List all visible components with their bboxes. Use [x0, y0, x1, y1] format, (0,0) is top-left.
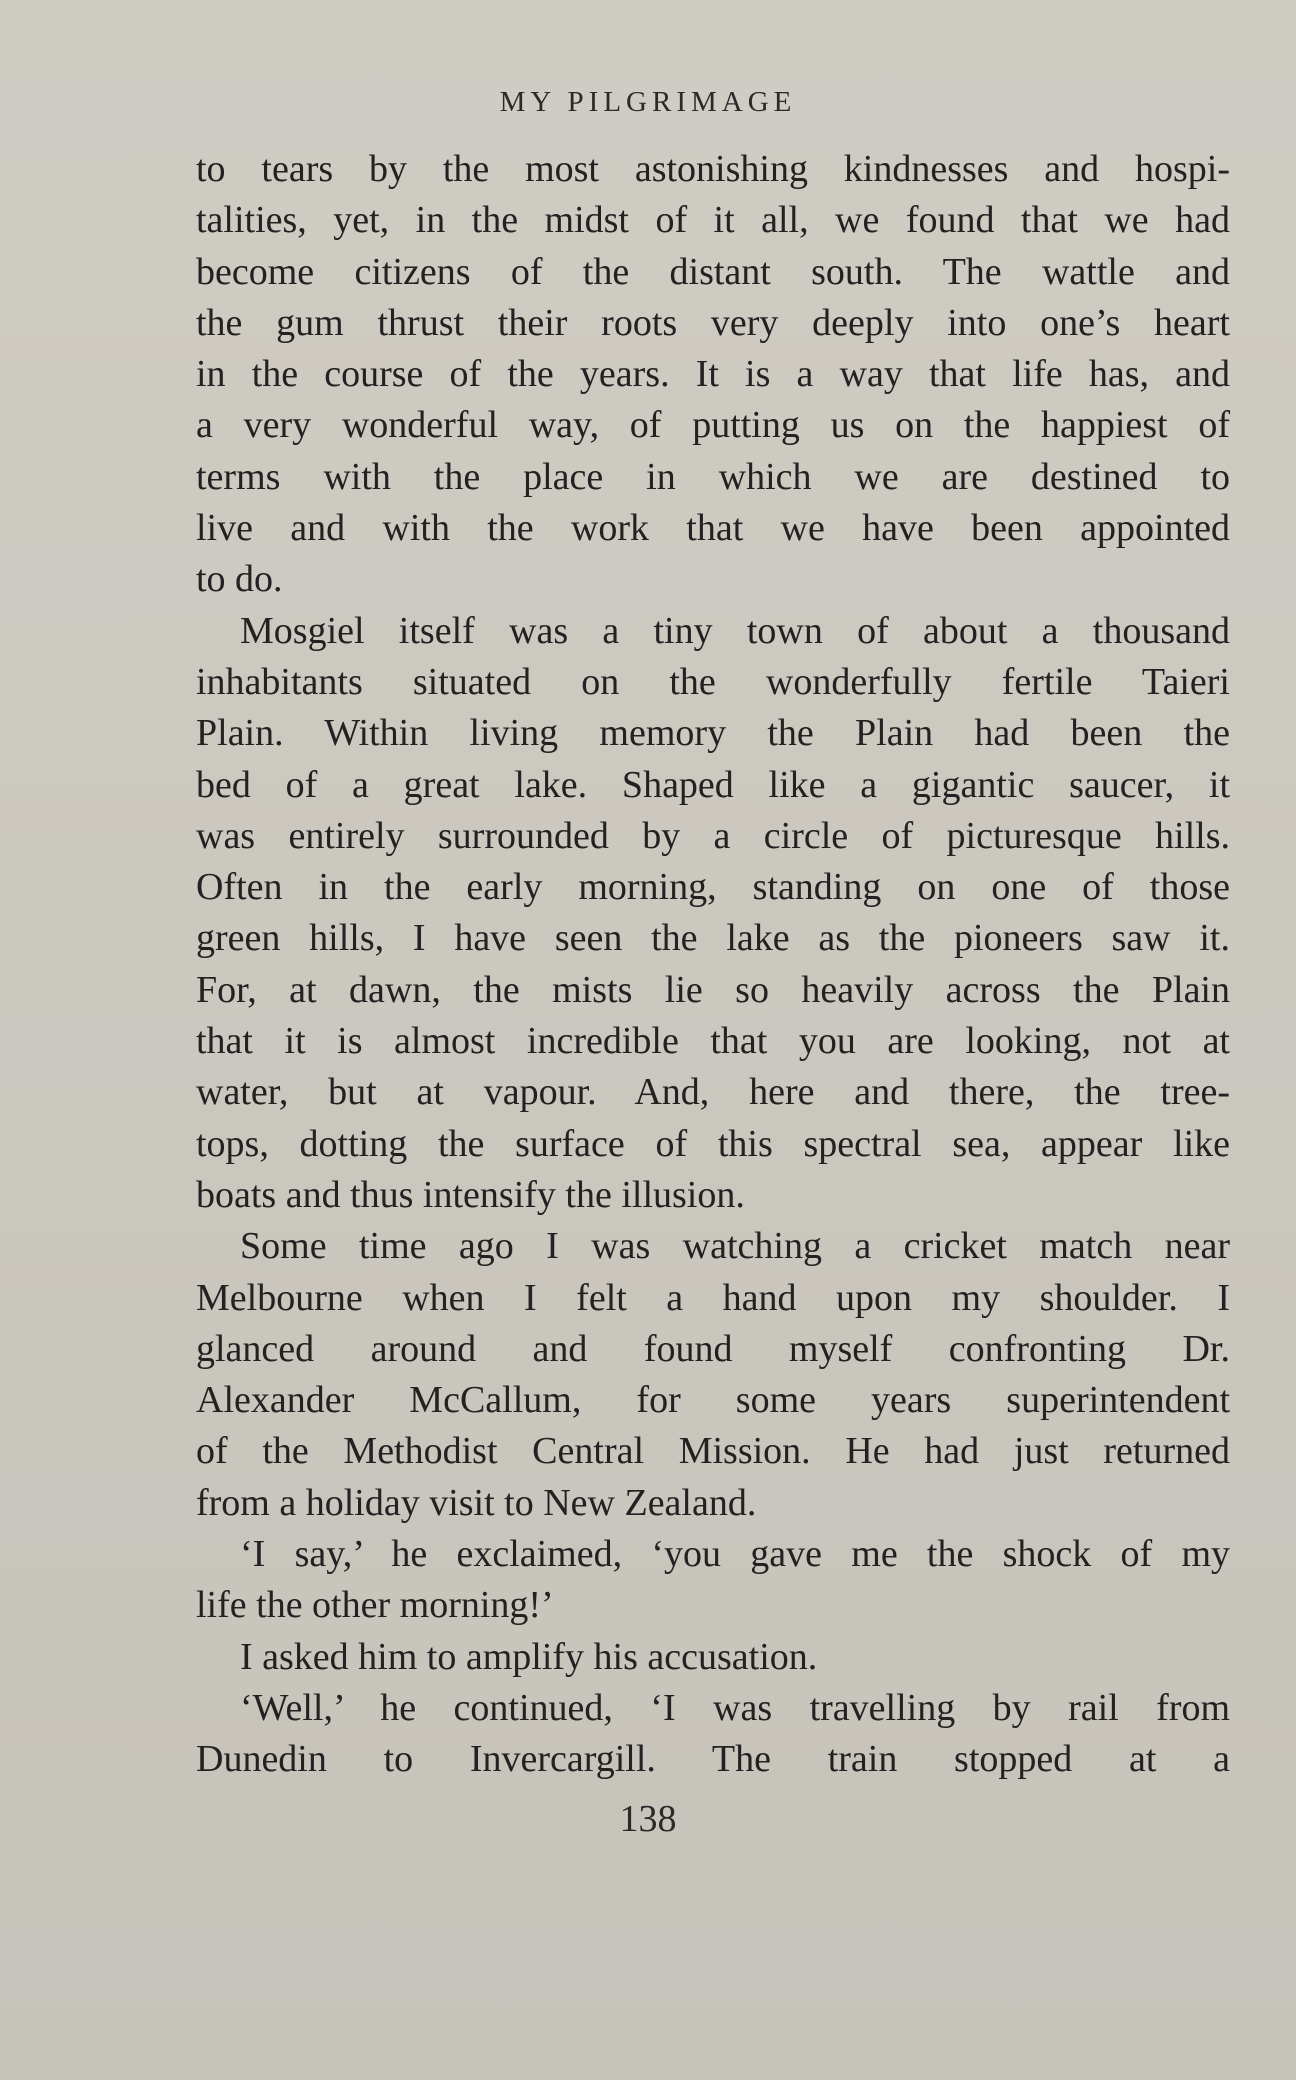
text-line: Melbourne when I felt a hand upon my shoulder. I [196, 1276, 1230, 1319]
text-line: Plain. Within living memory the Plain had been the [196, 712, 1230, 755]
text-line: glanced around and found myself confronting Dr. [196, 1327, 1230, 1370]
text-line: water, but at vapour. And, here and there, the tree- [196, 1071, 1230, 1114]
text-line: I asked him to amplify his accusation. [240, 1635, 818, 1678]
text-line: talities, yet, in the midst of it all, we found that we had [196, 199, 1230, 242]
text-line: was entirely surrounded by a circle of picturesque hills. [196, 814, 1230, 857]
text-line: Often in the early morning, standing on one of those [196, 866, 1230, 909]
text-line: from a holiday visit to New Zealand. [196, 1481, 757, 1524]
text-line: Dunedin to Invercargill. The train stopped at a [196, 1738, 1230, 1781]
text-line: tops, dotting the surface of this spectral sea, appear like [196, 1122, 1230, 1165]
running-head: MY PILGRIMAGE [499, 86, 797, 118]
text-line: in the course of the years. It is a way that life has, and [196, 353, 1230, 396]
text-line: bed of a great lake. Shaped like a gigantic saucer, it [196, 763, 1230, 806]
text-line: For, at dawn, the mists lie so heavily across the Plain [196, 968, 1230, 1011]
text-line: of the Methodist Central Mission. He had just returned [196, 1430, 1230, 1473]
text-line: terms with the place in which we are destined to [196, 455, 1230, 498]
text-line: become citizens of the distant south. The wattle and [196, 250, 1230, 293]
text-line: life the other morning!’ [196, 1584, 554, 1627]
body-text [196, 144, 1230, 1786]
text-line: the gum thrust their roots very deeply into one’s heart [196, 301, 1230, 344]
text-line: live and with the work that we have been appointed [196, 507, 1230, 550]
text-line: Alexander McCallum, for some years superintendent [196, 1379, 1230, 1422]
text-line: Mosgiel itself was a tiny town of about a thousand [240, 609, 1230, 652]
text-line: ‘Well,’ he continued, ‘I was travelling by rail from [240, 1686, 1230, 1729]
page-number: 138 [619, 1798, 677, 1840]
text-line: a very wonderful way, of putting us on the happiest of [196, 404, 1230, 447]
text-line: to tears by the most astonishing kindnesses and hospi- [196, 148, 1230, 190]
text-line: boats and thus intensify the illusion. [196, 1173, 745, 1216]
text-line: to do. [196, 558, 283, 601]
text-line: green hills, I have seen the lake as the pioneers saw it. [196, 917, 1230, 960]
text-line: that it is almost incredible that you are looking, not at [196, 1020, 1230, 1063]
text-line: ‘I say,’ he exclaimed, ‘you gave me the shock of my [240, 1533, 1230, 1576]
text-line: Some time ago I was watching a cricket match near [240, 1225, 1230, 1268]
text-line: inhabitants situated on the wonderfully fertile Taieri [196, 660, 1230, 703]
